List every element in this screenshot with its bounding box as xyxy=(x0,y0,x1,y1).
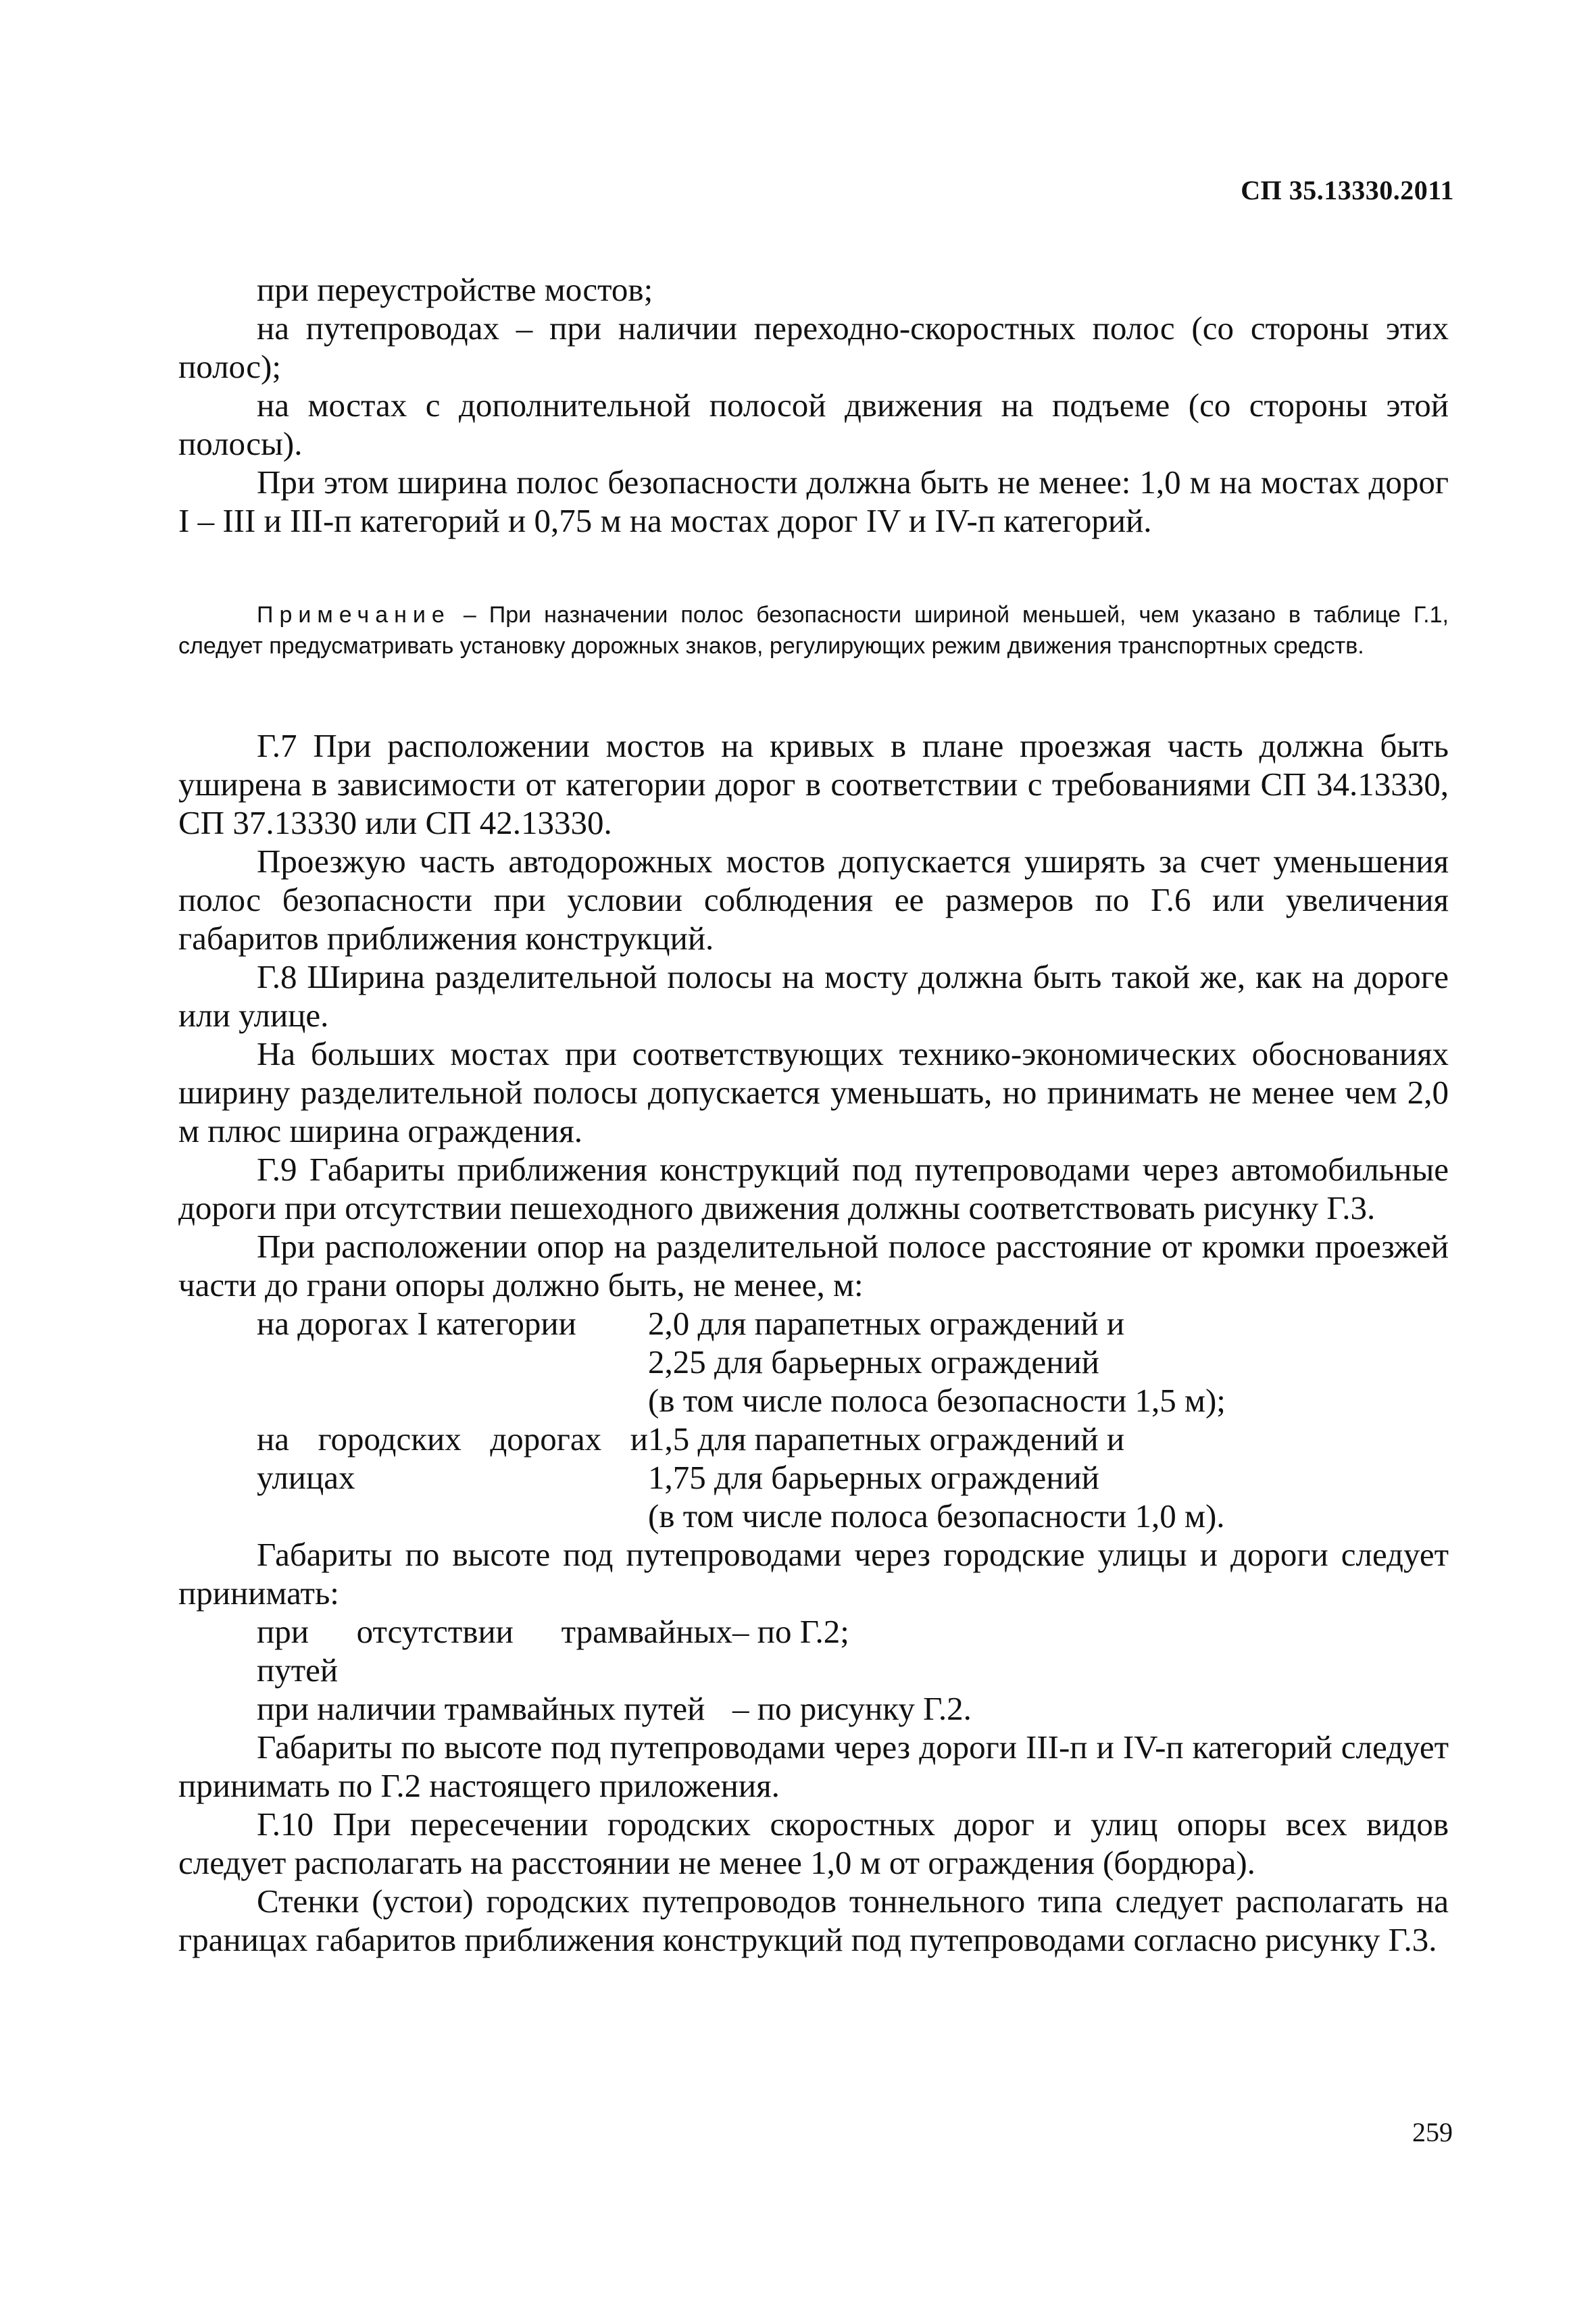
distance-line: (в том числе полоса безопасности 1,0 м). xyxy=(648,1497,1225,1535)
distance-row xyxy=(178,1420,1449,1535)
height-row xyxy=(178,1689,1449,1728)
paragraph: При этом ширина полос безопасности должна быть не менее: 1,0 м на мостах дорог I – III и III-п категорий и 0,75 м на мостах дорог IV и IV-п категорий. xyxy=(178,464,1449,539)
distance-label: на дорогах I категории xyxy=(257,1305,576,1342)
distance-line: (в том числе полоса безопасности 1,5 м); xyxy=(648,1382,1226,1419)
paragraph: Габариты по высоте под путепроводами через дороги III-п и IV-п категорий следует принимать по Г.2 настоящего приложения. xyxy=(178,1728,1449,1804)
distance-line: 1,75 для барьерных ограждений xyxy=(648,1459,1099,1496)
paragraph: Габариты по высоте под путепроводами через городские улицы и дороги следует принимать: xyxy=(178,1536,1449,1612)
distance-values xyxy=(648,1420,1449,1535)
paragraph: на мостах с дополнительной полосой движения на подъеме (со стороны этой полосы). xyxy=(178,387,1449,462)
clause-g9: Г.9 Габариты приближения конструкций под путепроводами через автомобильные дороги при отсутствии пешеходного движения должны соответствовать рисунку Г.3. xyxy=(178,1151,1449,1226)
document-code: СП 35.13330.2011 xyxy=(1241,175,1454,205)
page-number: 259 xyxy=(1412,2117,1453,2147)
clause-g7: Г.7 При расположении мостов на кривых в плане проезжая часть должна быть уширена в зависимости от категории дорог в соответствии с требованиями СП 34.13330, СП 37.13330 или СП 42.13330. xyxy=(178,727,1449,841)
paragraph: Стенки (устои) городских путепроводов тоннельного типа следует располагать на границах габаритов приближения конструкций под путепроводами согласно рисунку Г.3. xyxy=(178,1883,1449,1958)
paragraph: на путепроводах – при наличии переходно-скоростных полос (со стороны этих полос); xyxy=(178,309,1449,385)
paragraph: Проезжую часть автодорожных мостов допускается уширять за счет уменьшения полос безопасности при условии соблюдения ее размеров по Г.6 или увеличения габаритов приближения конструкций. xyxy=(178,843,1449,957)
distance-line: 2,25 для барьерных ограждений xyxy=(648,1343,1099,1380)
height-value: – по Г.2; xyxy=(732,1613,849,1650)
page-body xyxy=(178,270,1449,1959)
paragraph: На больших мостах при соответствующих технико-экономических обоснованиях ширину разделительной полосы допускается уменьшать, но принимать не менее чем 2,0 м плюс ширина ограждения. xyxy=(178,1035,1449,1149)
distance-line: 2,0 для парапетных ограждений и xyxy=(648,1305,1125,1342)
paragraph: при переустройстве мостов; xyxy=(257,271,653,308)
note-text: – При назначении полос безопасности шириной меньшей, чем указано в таблице Г.1, следует предусматривать установку дорожных знаков, регулирующих режим движения транспортных средств. xyxy=(178,602,1449,659)
distance-label: на городских дорогах и улицах xyxy=(257,1420,648,1496)
note xyxy=(178,599,1449,662)
height-label: при отсутствии трамвайных путей xyxy=(257,1613,732,1689)
clause-g10: Г.10 При пересечении городских скоростных дорог и улиц опоры всех видов следует располагать на расстоянии не менее 1,0 м от ограждения (бордюра). xyxy=(178,1806,1449,1881)
distance-row xyxy=(178,1304,1449,1420)
paragraph: При расположении опор на разделительной полосе расстояние от кромки проезжей части до грани опоры должно быть, не менее, м: xyxy=(178,1228,1449,1303)
note-label: Примечание xyxy=(257,602,451,628)
height-value: – по рисунку Г.2. xyxy=(732,1690,972,1727)
height-label: при наличии трамвайных путей xyxy=(257,1690,705,1727)
distance-values xyxy=(648,1304,1449,1420)
distance-line: 1,5 для парапетных ограждений и xyxy=(648,1420,1125,1458)
height-row xyxy=(178,1612,1449,1689)
clause-g8: Г.8 Ширина разделительной полосы на мосту должна быть такой же, как на дороге или улице. xyxy=(178,958,1449,1034)
